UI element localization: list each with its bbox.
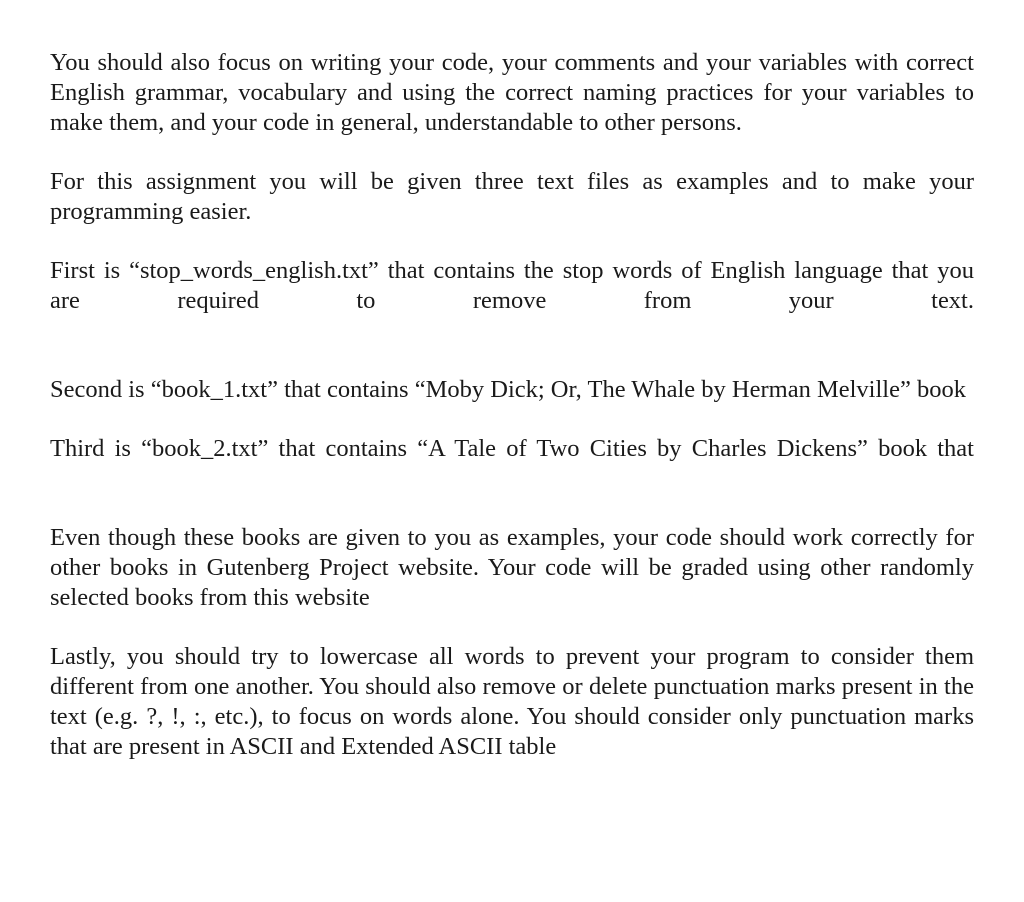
paragraph-lowercase-punctuation: Lastly, you should try to lowercase all words to prevent your program to consider them different from one another. You should also remove or delete punctuation marks present in the text (e.g. ?, !, :, etc.), to focus on words alone. You should consider only punctuation marks that are present in ASCII and Extended ASCII table xyxy=(50,643,974,760)
paragraph-book-2-file: Third is “book_2.txt” that contains “A Tale of Two Cities by Charles Dickens” book that xyxy=(50,435,974,462)
document-body xyxy=(50,48,974,762)
paragraph-other-books: Even though these books are given to you as examples, your code should work correctly for other books in Gutenberg Project website. Your code will be graded using other randomly selected books from this website xyxy=(50,524,974,611)
paragraph-text-files-intro: For this assignment you will be given three text files as examples and to make your programming easier. xyxy=(50,168,974,225)
paragraph-book-1-file: Second is “book_1.txt” that contains “Moby Dick; Or, The Whale by Herman Melville” book xyxy=(50,376,966,403)
paragraph-style-guidance: You should also focus on writing your code, your comments and your variables with correct English grammar, vocabulary and using the correct naming practices for your variables to make them, and your code in general, understandable to other persons. xyxy=(50,49,974,136)
paragraph-stop-words-file: First is “stop_words_english.txt” that contains the stop words of English language that you are required to remove from your text. xyxy=(50,257,974,314)
